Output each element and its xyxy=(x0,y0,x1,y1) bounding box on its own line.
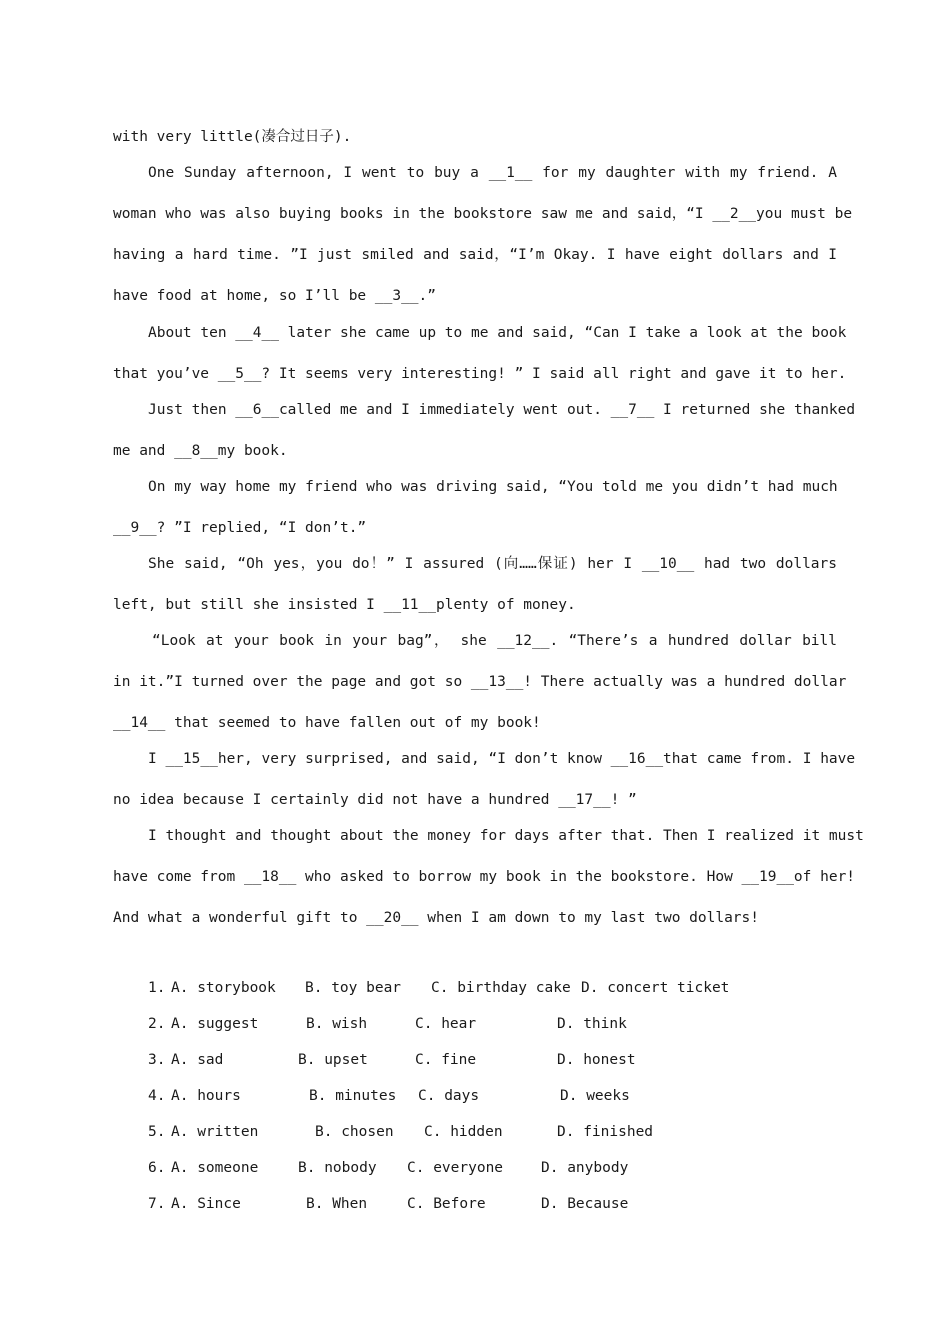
option-b: B. When xyxy=(306,1196,368,1212)
option-a: A. written xyxy=(171,1124,259,1140)
option-a: A. sad xyxy=(171,1052,224,1068)
question-number: 3. xyxy=(148,1052,166,1068)
option-d: D. think xyxy=(557,1016,627,1032)
passage-line: One Sunday afternoon, I went to buy a __1__ for my daughter with my friend. A xyxy=(148,165,837,181)
question-number: 4. xyxy=(148,1088,166,1104)
passage-line: On my way home my friend who was driving said, “You told me you didn’t had much xyxy=(148,479,838,495)
option-a: A. hours xyxy=(171,1088,241,1104)
option-b: B. minutes xyxy=(309,1088,397,1104)
option-a: A. someone xyxy=(171,1160,259,1176)
passage-line: in it.”I turned over the page and got so __13__! There actually was a hundred dollar xyxy=(113,674,847,690)
passage-line: me and __8__my book. xyxy=(113,443,288,459)
question-number: 7. xyxy=(148,1196,166,1212)
option-c: C. fine xyxy=(415,1052,477,1068)
option-d: D. anybody xyxy=(541,1160,629,1176)
passage-line: __14__ that seemed to have fallen out of my book! xyxy=(113,715,541,731)
passage-line: “Look at your book in your bag”， she __12__. “There’s a hundred dollar bill xyxy=(152,633,837,649)
option-a: A. suggest xyxy=(171,1016,259,1032)
option-d: D. concert ticket xyxy=(581,980,730,996)
option-c: C. Before xyxy=(407,1196,486,1212)
option-d: D. honest xyxy=(557,1052,636,1068)
passage-line: having a hard time. ”I just smiled and said，“I’m Okay. I have eight dollars and I xyxy=(113,247,837,263)
passage-line: with very little(凑合过日子). xyxy=(113,129,352,145)
passage-line: And what a wonderful gift to __20__ when I am down to my last two dollars! xyxy=(113,910,760,926)
question-number: 6. xyxy=(148,1160,166,1176)
passage-line: have food at home, so I’ll be __3__.” xyxy=(113,288,437,304)
option-d: D. finished xyxy=(557,1124,654,1140)
passage-line: She said, “Oh yes，you do！” I assured (向……保证) her I __10__ had two dollars xyxy=(148,556,837,572)
option-c: C. hidden xyxy=(424,1124,503,1140)
passage-line: that you’ve __5__? It seems very interesting! ” I said all right and gave it to her. xyxy=(113,366,847,382)
passage-line: woman who was also buying books in the bookstore saw me and said，“I __2__you must be xyxy=(113,206,853,222)
option-c: C. everyone xyxy=(407,1160,504,1176)
passage-line: Just then __6__called me and I immediately went out. __7__ I returned she thanked xyxy=(148,402,856,418)
option-b: B. wish xyxy=(306,1016,368,1032)
option-d: D. Because xyxy=(541,1196,629,1212)
question-number: 2. xyxy=(148,1016,166,1032)
passage-line: have come from __18__ who asked to borrow my book in the bookstore. How __19__of her! xyxy=(113,869,856,885)
passage-line: About ten __4__ later she came up to me and said, “Can I take a look at the book xyxy=(148,325,847,341)
passage-line: I __15__her, very surprised, and said, “I don’t know __16__that came from. I have xyxy=(148,751,856,767)
option-b: B. toy bear xyxy=(305,980,402,996)
option-c: C. birthday cake xyxy=(431,980,571,996)
passage-line: __9__? ”I replied, “I don’t.” xyxy=(113,520,367,536)
question-number: 1. xyxy=(148,980,166,996)
option-c: C. hear xyxy=(415,1016,477,1032)
option-d: D. weeks xyxy=(560,1088,630,1104)
option-b: B. upset xyxy=(298,1052,368,1068)
passage-line: I thought and thought about the money for days after that. Then I realized it must xyxy=(148,828,864,844)
passage-line: left, but still she insisted I __11__plenty of money. xyxy=(113,597,576,613)
option-c: C. days xyxy=(418,1088,480,1104)
option-a: A. storybook xyxy=(171,980,276,996)
option-a: A. Since xyxy=(171,1196,241,1212)
passage-line: no idea because I certainly did not have a hundred __17__! ” xyxy=(113,792,637,808)
option-b: B. nobody xyxy=(298,1160,377,1176)
question-number: 5. xyxy=(148,1124,166,1140)
option-b: B. chosen xyxy=(315,1124,394,1140)
